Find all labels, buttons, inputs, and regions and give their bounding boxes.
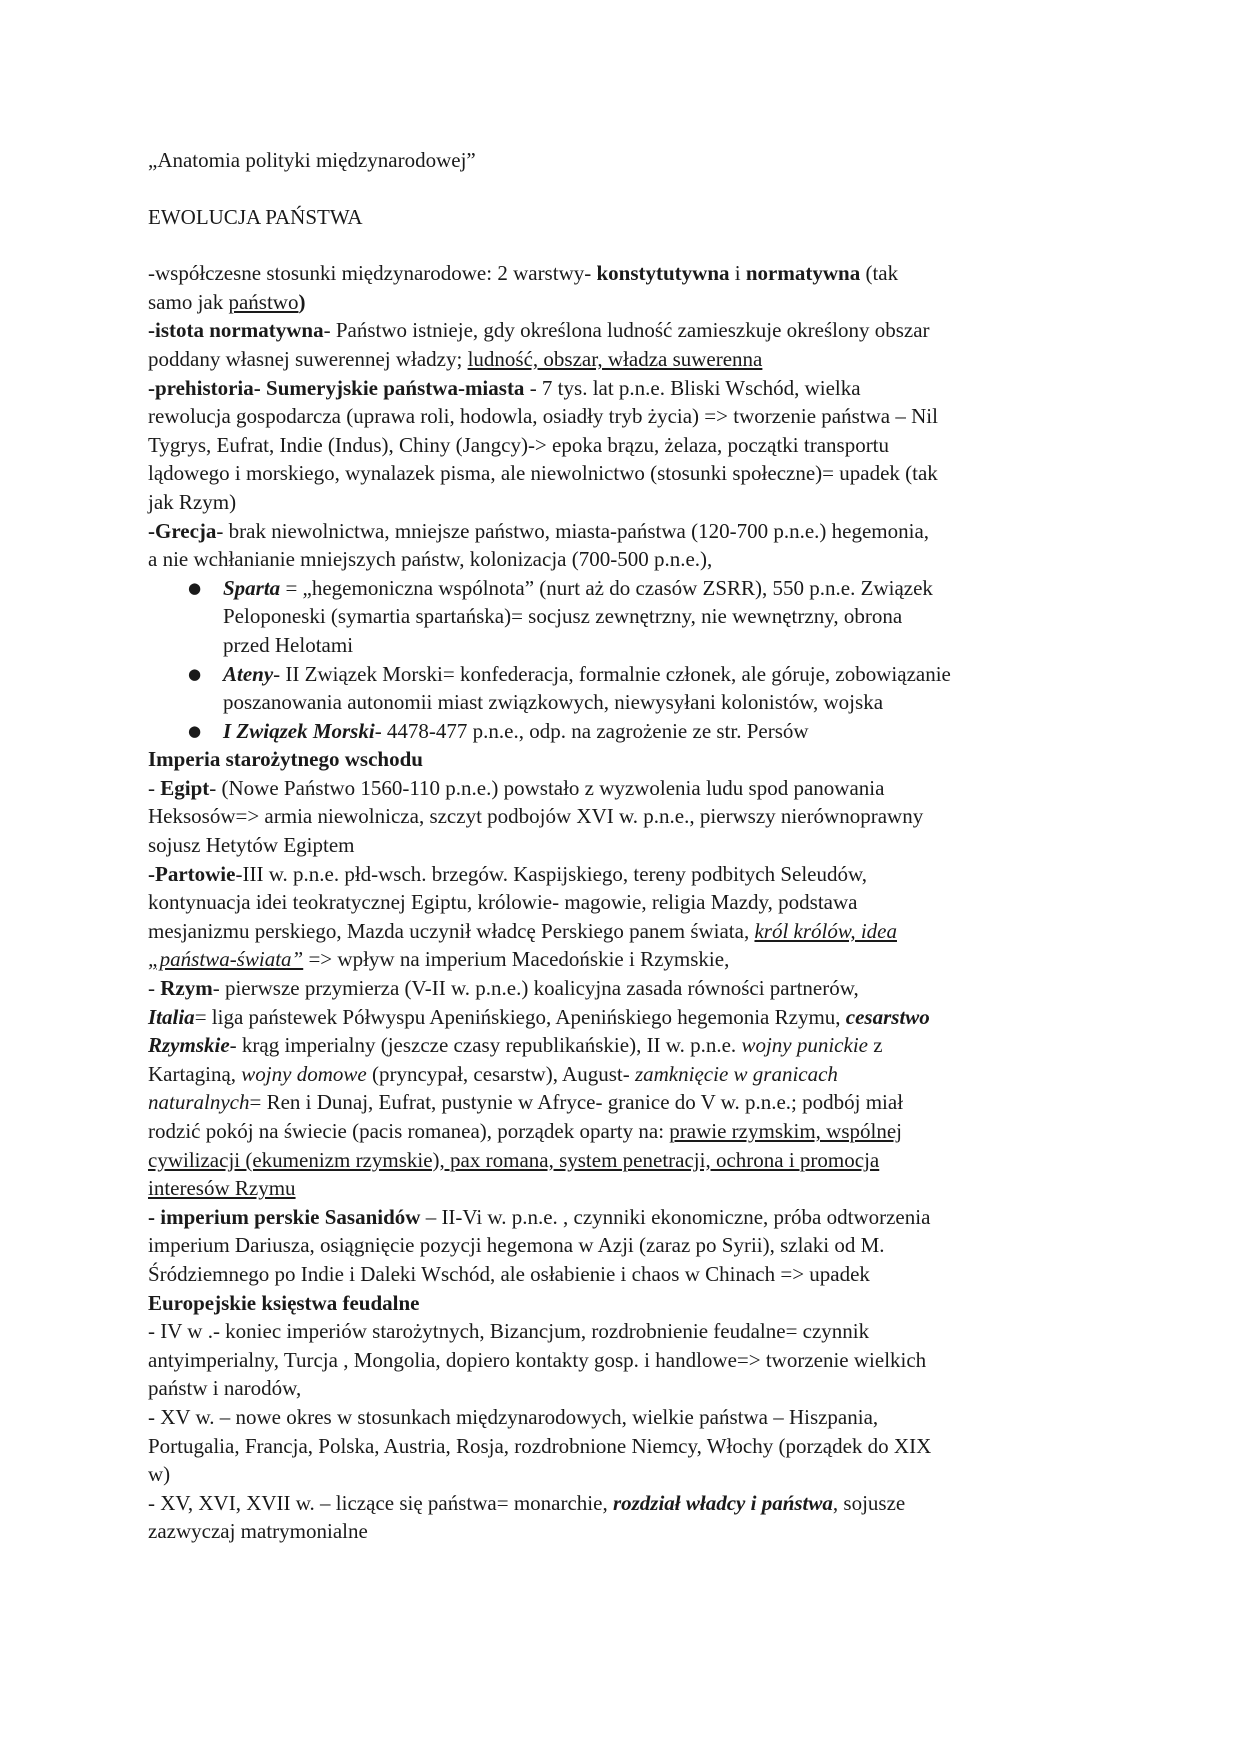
paragraph-xv-wiek: - XV w. – nowe okres w stosunkach międzynarodowych, wielkie państwa – Hiszpania, Portugalia, Francja, Polska, Austria, Rosja, rozdrobnione Niemcy, Włochy (porządek do XIX w) — [148, 1404, 932, 1487]
paragraph-prehistoria: -prehistoria- Sumeryjskie państwa-miasta - 7 tys. lat p.n.e. Bliski Wschód, wielka rewolucja gospodarcza (uprawa roli, hodowla, osiadły tryb życia) => tworzenie państwa – Nil Tygrys, Eufrat, Indie (Indus), Chiny (Jangcy)-> epoka brązu, żelaza, początki transportu lądowego i morskiego, wynalazek pisma, ale niewolnictwo (stosunki społeczne)= upadek (tak jak Rzym) — [148, 375, 938, 514]
paragraph-warstwy: -współczesne stosunki międzynarodowe: 2 warstwy- konstytutywna i normatywna (tak samo jak państwo) — [148, 261, 899, 314]
subheading-imperia: Imperia starożytnego wschodu — [148, 747, 423, 772]
list-item: ● Sparta = „hegemoniczna wspólnota” (nurt aż do czasów ZSRR), 550 p.n.e. Związek Peloponeski (symartia spartańska)= socjusz zewnętrzny, nie wewnętrzny, obrona przed Helotami — [148, 574, 1088, 660]
section-heading: EWOLUCJA PAŃSTWA — [148, 204, 363, 229]
paragraph-egipt: - Egipt- (Nowe Państwo 1560-110 p.n.e.) powstało z wyzwolenia ludu spod panowania Heksosów=> armia niewolnicza, szczyt podbojów XVI w. p.n.e., pierwszy nierównoprawny sojusz Hetytów Egiptem — [148, 775, 924, 858]
subheading-ksiestwa: Europejskie księstwa feudalne — [148, 1290, 420, 1315]
document-body — [148, 146, 1088, 1546]
paragraph-grecja: -Grecja- brak niewolnictwa, mniejsze państwo, miasta-państwa (120-700 p.n.e.) hegemonia, a nie wchłanianie mniejszych państw, kolonizacja (700-500 p.n.e.), — [148, 518, 930, 572]
paragraph-monarchie: - XV, XVI, XVII w. – liczące się państwa= monarchie, rozdział władcy i państwa, sojusze zazwyczaj matrymonialne — [148, 1490, 906, 1544]
bullet-list — [148, 574, 1088, 746]
paragraph-partowie: -Partowie-III w. p.n.e. płd-wsch. brzegów. Kaspijskiego, tereny podbitych Seleudów, kontynuacja idei teokratycznej Egiptu, królowie- magowie, religia Mazdy, podstawa mesjanizmu perskiego, Mazda uczynił władcę Perskiego panem świata, król królów, idea „państwa-świata” => wpływ na imperium Macedońskie i Rzymskie, — [148, 861, 897, 972]
list-item: ● Ateny- II Związek Morski= konfederacja, formalnie członek, ale góruje, zobowiązanie poszanowania autonomii miast związkowych, niewysyłani kolonistów, wojska — [148, 660, 1088, 717]
list-item: ● I Związek Morski- 4478-477 p.n.e., odp. na zagrożenie ze str. Persów — [148, 717, 1088, 746]
paragraph-istota: -istota normatywna- Państwo istnieje, gdy określona ludność zamieszkuje określony obszar poddany własnej suwerennej władzy; ludność, obszar, władza suwerenna — [148, 318, 930, 371]
paragraph-iv-wiek: - IV w .- koniec imperiów starożytnych, Bizancjum, rozdrobnienie feudalne= czynnik antyimperialny, Turcja , Mongolia, dopiero kontakty gosp. i handlowe=> tworzenie wielkich państw i narodów, — [148, 1319, 927, 1401]
document-title: „Anatomia polityki międzynarodowej” — [148, 148, 476, 172]
paragraph-sasanidzi: - imperium perskie Sasanidów – II-Vi w. p.n.e. , czynniki ekonomiczne, próba odtworzenia imperium Dariusza, osiągnięcie pozycji hegemona w Azji (zaraz po Syrii), szlaki od M. Śródziemnego po Indie i Daleki Wschód, ale osłabienie i chaos w Chinach => upadek — [148, 1204, 931, 1286]
paragraph-rzym: - Rzym- pierwsze przymierza (V-II w. p.n.e.) koalicyjna zasada równości partnerów, Italia= liga państewek Półwyspu Apenińskiego, Apenińskiego hegemonia Rzymu, cesarstwo Rzymskie- krąg imperialny (jeszcze czasy republikańskie), II w. p.n.e. wojny punickie z Kartaginą, wojny domowe (pryncypał, cesarstw), August- zamknięcie w granicach naturalnych= Ren i Dunaj, Eufrat, pustynie w Afryce- granice do V w. p.n.e.; podbój miał rodzić pokój na świecie (pacis romanea), porządek oparty na: prawie rzymskim, wspólnej cywilizacji (ekumenizm rzymskie), pax romana, system penetracji, ochrona i promocja interesów Rzymu — [148, 976, 930, 1201]
